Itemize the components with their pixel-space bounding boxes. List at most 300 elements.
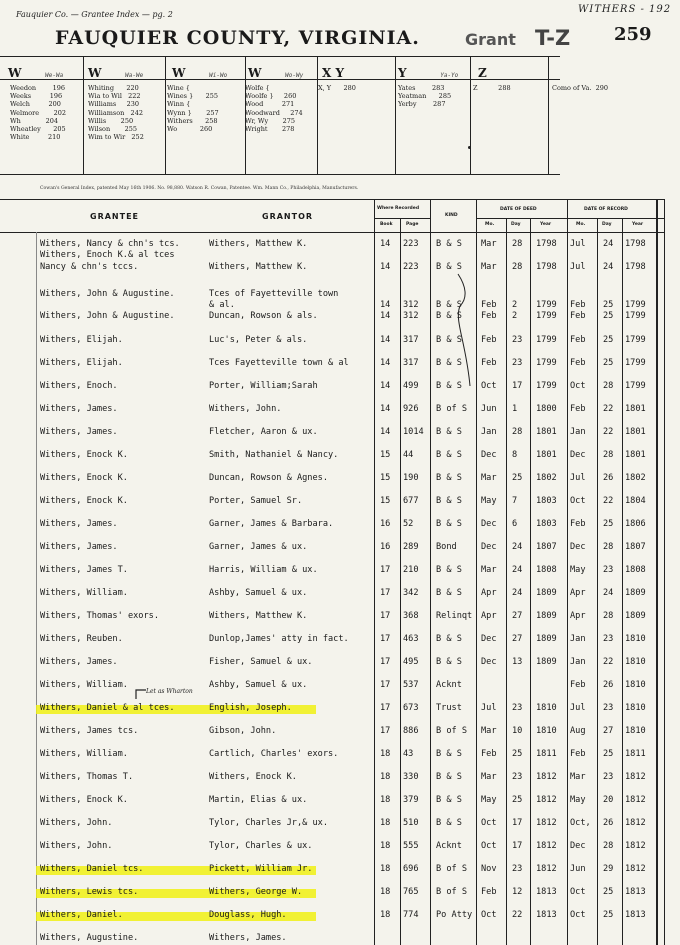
table-row: [0, 611, 680, 634]
cell-deed-day: 25: [512, 795, 523, 805]
cell-grantee: Withers, William.: [40, 588, 128, 598]
index-head-7: Z: [478, 66, 487, 80]
cell-page: 312: [403, 300, 419, 310]
cell-book: 17: [380, 657, 391, 667]
cell-record-day: 28: [603, 381, 614, 391]
cell-deed-month: Mar: [481, 473, 497, 483]
cell-grantor: Garner, James & Barbara.: [209, 519, 334, 529]
county-title: FAUQUIER COUNTY, VIRGINIA.: [55, 27, 420, 49]
index-col-8: Como of Va. 290: [552, 84, 608, 92]
cell-grantor: Martin, Elias & ux.: [209, 795, 308, 805]
cell-record-year: 1798: [625, 239, 646, 249]
cell-record-year: 1798: [625, 262, 646, 272]
cell-grantee: Withers, James.: [40, 542, 118, 552]
index-col-3: Wine { Wines } 255 Winn { Wynn } 257 Withers 258 Wo 260: [167, 84, 219, 134]
cell-record-month: Feb: [570, 404, 586, 414]
cell-kind: B & S: [436, 358, 462, 368]
cell-record-year: 1801: [625, 404, 646, 414]
cell-page: 555: [403, 841, 419, 851]
cell-deed-year: 1801: [536, 450, 557, 460]
cell-record-day: 25: [603, 335, 614, 345]
header-date-of-record: DATE OF RECORD: [584, 207, 628, 212]
cell-record-day: 25: [603, 519, 614, 529]
cell-record-year: 1810: [625, 657, 646, 667]
ink-dot: [468, 146, 471, 149]
cell-kind: Relinqt: [436, 611, 473, 621]
cell-grantor: Ashby, Samuel & ux.: [209, 588, 308, 598]
cell-record-day: 28: [603, 542, 614, 552]
header-deed-mo: Mo.: [485, 222, 495, 227]
cell-deed-day: 28: [512, 427, 523, 437]
table-row: [0, 749, 680, 772]
cell-record-year: 1812: [625, 841, 646, 851]
cell-deed-month: Jan: [481, 427, 497, 437]
cell-page: 210: [403, 565, 419, 575]
cell-record-month: Feb: [570, 335, 586, 345]
cell-record-year: 1808: [625, 565, 646, 575]
cell-page: 43: [403, 749, 414, 759]
cell-page: 368: [403, 611, 419, 621]
header-deed-year: Year: [540, 222, 552, 227]
table-row: [0, 358, 680, 381]
cell-record-year: 1810: [625, 634, 646, 644]
cell-grantee: Withers, James.: [40, 519, 118, 529]
cell-grantor: Tces Fayetteville town & al: [209, 358, 349, 368]
cell-deed-day: 23: [512, 864, 523, 874]
table-row: [0, 772, 680, 795]
cell-record-day: 26: [603, 680, 614, 690]
cell-grantee: Withers, Enoch K.& al tces: [40, 250, 175, 260]
cell-kind: B & S: [436, 473, 462, 483]
cell-book: 14: [380, 262, 391, 272]
cell-grantee: Withers, Thomas T.: [40, 772, 134, 782]
index-col-1: Weedon 196 Weeks 196 Welch 200 Welmore 202 Wh 204 Wheatley 205 White 210: [10, 84, 66, 142]
cell-record-day: 29: [603, 864, 614, 874]
cell-deed-day: 7: [512, 496, 518, 506]
cell-deed-month: May: [481, 496, 497, 506]
cell-kind: B & S: [436, 795, 462, 805]
cell-record-year: 1802: [625, 473, 646, 483]
cell-record-year: 1812: [625, 818, 646, 828]
table-row: [0, 311, 680, 334]
cell-grantee: Withers, Enock K.: [40, 473, 128, 483]
cell-grantor: Fisher, Samuel & ux.: [209, 657, 313, 667]
cell-deed-month: Feb: [481, 887, 497, 897]
cell-book: 17: [380, 634, 391, 644]
cell-grantor: Tylor, Charles & ux.: [209, 841, 313, 851]
cell-page: 190: [403, 473, 419, 483]
cell-page: 379: [403, 795, 419, 805]
cell-deed-month: Mar: [481, 262, 497, 272]
header-record-year: Year: [632, 222, 644, 227]
cell-kind: B of S: [436, 887, 468, 897]
cell-record-year: 1813: [625, 887, 646, 897]
cell-record-year: 1810: [625, 726, 646, 736]
cell-record-year: 1799: [625, 358, 646, 368]
cell-kind: B of S: [436, 864, 468, 874]
cell-deed-day: 17: [512, 818, 523, 828]
cell-grantor: Smith, Nathaniel & Nancy.: [209, 450, 339, 460]
cell-grantor: Duncan, Rowson & Agnes.: [209, 473, 328, 483]
cell-deed-day: 17: [512, 381, 523, 391]
cell-record-year: 1812: [625, 772, 646, 782]
cell-record-day: 28: [603, 611, 614, 621]
cell-record-day: 28: [603, 841, 614, 851]
bracket-mark: [134, 688, 148, 700]
cell-record-year: 1812: [625, 864, 646, 874]
cell-deed-month: Oct: [481, 910, 497, 920]
cell-grantee: Withers, James tcs.: [40, 726, 139, 736]
index-head-5: X Y: [322, 66, 345, 80]
cell-book: 14: [380, 358, 391, 368]
cell-page: 499: [403, 381, 419, 391]
cell-kind: B & S: [436, 588, 462, 598]
top-handwritten-note: Fauquier Co. — Grantee Index — pg. 2: [16, 10, 173, 19]
cell-book: 18: [380, 818, 391, 828]
table-row: [0, 519, 680, 542]
cell-deed-day: 28: [512, 239, 523, 249]
cell-record-month: Oct: [570, 910, 586, 920]
cell-deed-month: Feb: [481, 335, 497, 345]
cell-grantee: Withers, John.: [40, 841, 113, 851]
cell-grantee: Withers, John & Augustine.: [40, 311, 175, 321]
header-record-mo: Mo.: [576, 222, 586, 227]
cell-page: 926: [403, 404, 419, 414]
cell-record-month: Jul: [570, 473, 586, 483]
cell-grantor: Withers, Matthew K.: [209, 239, 308, 249]
cell-page: 677: [403, 496, 419, 506]
patent-line: Cowan's General Index, patented May 16th 1906. No. 98,880. Watson R. Cowan, Patentee. Wm. Mann Co., Philadelphia, Manufacturers.: [40, 186, 359, 191]
cell-book: 18: [380, 910, 391, 920]
table-row: [0, 841, 680, 864]
cell-record-day: 25: [603, 358, 614, 368]
cell-record-month: Feb: [570, 300, 586, 310]
header-deed-day: Day: [511, 222, 521, 227]
cell-deed-year: 1799: [536, 381, 557, 391]
header-book: Book: [380, 222, 393, 227]
cell-kind: B & S: [436, 335, 462, 345]
cell-record-day: 26: [603, 818, 614, 828]
index-col-4: Wolfe { Woolfe } 260 Wood 271 Woodward 274 Wr, Wy 275 Wright 278: [245, 84, 303, 134]
cell-record-month: Oct,: [570, 818, 591, 828]
cell-deed-year: 1798: [536, 262, 557, 272]
cell-deed-year: 1811: [536, 749, 557, 759]
cell-deed-month: Feb: [481, 300, 497, 310]
index-col-2: Whiting 220 Wia to Wil 222 Williams 230 Williamson 242 Willis 250 Wilson 255 Wim to Wir 252: [88, 84, 144, 142]
cell-record-day: 23: [603, 703, 614, 713]
cell-deed-day: 23: [512, 335, 523, 345]
cell-deed-month: Mar: [481, 772, 497, 782]
cell-book: 17: [380, 703, 391, 713]
index-head-3: W Wi-Wo: [172, 66, 228, 80]
cell-record-month: Mar: [570, 772, 586, 782]
cell-deed-day: 24: [512, 588, 523, 598]
cell-deed-day: 12: [512, 887, 523, 897]
cell-deed-year: 1799: [536, 311, 557, 321]
cell-record-month: Feb: [570, 749, 586, 759]
index-col-7: Z 288: [473, 84, 511, 92]
cell-deed-year: 1812: [536, 818, 557, 828]
cell-book: 17: [380, 680, 391, 690]
cell-kind: B & S: [436, 262, 462, 272]
page-number: 259: [614, 24, 652, 45]
cell-grantee: Withers, Daniel & al tces.: [40, 703, 175, 713]
cell-page: 696: [403, 864, 419, 874]
table-row: [0, 864, 680, 887]
cell-record-month: Jan: [570, 657, 586, 667]
cell-page: 317: [403, 335, 419, 345]
cell-book: 16: [380, 519, 391, 529]
cell-grantor: Porter, William;Sarah: [209, 381, 318, 391]
cell-deed-day: 8: [512, 450, 518, 460]
cell-page: 495: [403, 657, 419, 667]
cell-grantee: Withers, Thomas' exors.: [40, 611, 159, 621]
cell-book: 14: [380, 300, 391, 310]
cell-grantee: Withers, Enock K.: [40, 795, 128, 805]
cell-page: 342: [403, 588, 419, 598]
cell-record-day: 25: [603, 910, 614, 920]
cell-deed-year: 1810: [536, 703, 557, 713]
cell-grantee: Withers, Reuben.: [40, 634, 123, 644]
cell-kind: B & S: [436, 634, 462, 644]
cell-deed-day: 2: [512, 311, 518, 321]
cell-kind: B & S: [436, 239, 462, 249]
cell-book: 17: [380, 726, 391, 736]
cell-grantee: Withers, James.: [40, 657, 118, 667]
cell-record-day: 27: [603, 726, 614, 736]
cell-record-day: 23: [603, 565, 614, 575]
cell-grantee: Withers, Elijah.: [40, 358, 123, 368]
cell-deed-year: 1812: [536, 772, 557, 782]
cell-record-day: 22: [603, 404, 614, 414]
cell-deed-year: 1799: [536, 358, 557, 368]
grant-label: Grant: [465, 30, 516, 49]
cell-grantee: Withers, Enoch.: [40, 381, 118, 391]
cell-record-month: Dec: [570, 841, 586, 851]
cell-record-month: Oct: [570, 381, 586, 391]
cell-record-month: Jun: [570, 864, 586, 874]
table-row: [0, 381, 680, 404]
cell-record-month: May: [570, 795, 586, 805]
cell-deed-month: May: [481, 795, 497, 805]
cell-deed-month: Feb: [481, 749, 497, 759]
cell-book: 15: [380, 496, 391, 506]
cell-kind: B & S: [436, 450, 462, 460]
cell-record-day: 24: [603, 588, 614, 598]
cell-deed-year: 1813: [536, 887, 557, 897]
cell-page: 52: [403, 519, 414, 529]
table-row: [0, 450, 680, 473]
cell-book: 15: [380, 450, 391, 460]
cell-deed-day: 23: [512, 358, 523, 368]
cell-grantor: Duncan, Rowson & als.: [209, 311, 318, 321]
cell-record-day: 24: [603, 239, 614, 249]
table-row: [0, 657, 680, 680]
cell-grantee: Withers, John & Augustine.: [40, 289, 175, 299]
header-page: Page: [406, 222, 419, 227]
cell-book: 18: [380, 749, 391, 759]
cell-kind: B & S: [436, 300, 462, 310]
cell-grantor: Pickett, William Jr.: [209, 864, 313, 874]
cell-record-day: 22: [603, 657, 614, 667]
cell-record-year: 1804: [625, 496, 646, 506]
cell-kind: Po Atty: [436, 910, 473, 920]
cell-kind: B & S: [436, 565, 462, 575]
cell-record-month: Jul: [570, 239, 586, 249]
cell-record-day: 22: [603, 496, 614, 506]
cell-book: 17: [380, 611, 391, 621]
cell-deed-year: 1803: [536, 496, 557, 506]
table-row: [0, 910, 680, 933]
cell-deed-month: Mar: [481, 239, 497, 249]
cell-record-month: Dec: [570, 450, 586, 460]
cell-record-year: 1809: [625, 611, 646, 621]
cell-record-year: 1801: [625, 427, 646, 437]
table-row: [0, 795, 680, 818]
cell-book: 14: [380, 381, 391, 391]
cell-deed-month: Dec: [481, 634, 497, 644]
cell-book: 17: [380, 565, 391, 575]
cell-grantee: Withers, Daniel tcs.: [40, 864, 144, 874]
cell-grantee: Withers, William.: [40, 680, 128, 690]
cell-page: 44: [403, 450, 414, 460]
cell-record-month: Feb: [570, 519, 586, 529]
cell-record-day: 23: [603, 772, 614, 782]
index-col-6: Yates 283 Yeatman 285 Yerby 287: [398, 84, 452, 109]
index-head-6: Y Ya-Yo: [398, 66, 459, 80]
cell-grantor: Gibson, John.: [209, 726, 277, 736]
cell-record-month: Aug: [570, 726, 586, 736]
cell-deed-day: 13: [512, 657, 523, 667]
cell-grantor: Cartlich, Charles' exors.: [209, 749, 339, 759]
cell-kind: B & S: [436, 519, 462, 529]
cell-kind: B & S: [436, 381, 462, 391]
cell-grantor: Withers, Enock K.: [209, 772, 297, 782]
cell-grantee: Withers, Enock K.: [40, 496, 128, 506]
cell-record-day: 23: [603, 634, 614, 644]
cell-deed-month: Nov: [481, 864, 497, 874]
cell-deed-month: Jun: [481, 404, 497, 414]
cell-grantor: Withers, George W.: [209, 887, 303, 897]
cell-deed-year: 1812: [536, 795, 557, 805]
cell-record-month: Jan: [570, 427, 586, 437]
cell-deed-day: 24: [512, 565, 523, 575]
cell-deed-month: Oct: [481, 841, 497, 851]
cell-grantee: Withers, James.: [40, 404, 118, 414]
table-row: [0, 726, 680, 749]
cell-grantor: Withers, Matthew K.: [209, 611, 308, 621]
cell-record-year: 1801: [625, 450, 646, 460]
cell-grantor: Ashby, Samuel & ux.: [209, 680, 308, 690]
cell-page: 537: [403, 680, 419, 690]
cell-deed-month: Jul: [481, 703, 497, 713]
cell-deed-day: 23: [512, 772, 523, 782]
table-row: [0, 818, 680, 841]
cell-page: 774: [403, 910, 419, 920]
cell-book: 18: [380, 887, 391, 897]
cell-record-year: 1806: [625, 519, 646, 529]
cell-deed-year: 1798: [536, 239, 557, 249]
cell-record-month: Feb: [570, 358, 586, 368]
cell-book: 14: [380, 311, 391, 321]
cell-record-day: 25: [603, 311, 614, 321]
cell-deed-month: Feb: [481, 358, 497, 368]
cell-kind: B & S: [436, 657, 462, 667]
range-label: T-Z: [535, 26, 571, 50]
table-row: [0, 427, 680, 450]
table-row: [0, 496, 680, 519]
table-row: [0, 680, 680, 703]
cell-deed-day: 27: [512, 611, 523, 621]
cell-grantor: Garner, James & ux.: [209, 542, 308, 552]
cell-deed-day: 25: [512, 473, 523, 483]
cell-record-year: 1799: [625, 311, 646, 321]
cell-deed-year: 1802: [536, 473, 557, 483]
cell-grantor: Withers, John.: [209, 404, 282, 414]
cell-grantor: Harris, William & ux.: [209, 565, 318, 575]
cell-page: 765: [403, 887, 419, 897]
cell-kind: B & S: [436, 311, 462, 321]
table-row: [0, 473, 680, 496]
cell-book: 15: [380, 473, 391, 483]
cell-book: 16: [380, 542, 391, 552]
cell-deed-year: 1808: [536, 565, 557, 575]
cell-deed-year: 1800: [536, 404, 557, 414]
cell-kind: Acknt: [436, 680, 462, 690]
cell-record-month: Jul: [570, 262, 586, 272]
cell-deed-month: Oct: [481, 818, 497, 828]
cell-record-month: Oct: [570, 496, 586, 506]
cell-page: 1014: [403, 427, 424, 437]
table-row: [0, 262, 680, 285]
cell-grantor: Fletcher, Aaron & ux.: [209, 427, 318, 437]
cell-deed-year: 1809: [536, 634, 557, 644]
cell-deed-year: 1809: [536, 588, 557, 598]
cell-deed-month: Oct: [481, 381, 497, 391]
cell-grantor: Dunlop,James' atty in fact.: [209, 634, 349, 644]
cell-record-month: Jul: [570, 703, 586, 713]
cell-deed-year: 1812: [536, 841, 557, 851]
cell-record-month: Oct: [570, 887, 586, 897]
cell-deed-year: 1810: [536, 726, 557, 736]
cell-grantor: Tces of Fayetteville town: [209, 289, 339, 299]
cell-book: 14: [380, 404, 391, 414]
cell-grantee: Withers, Elijah.: [40, 335, 123, 345]
cell-record-day: 25: [603, 749, 614, 759]
cell-book: 14: [380, 427, 391, 437]
cell-deed-year: 1801: [536, 427, 557, 437]
cell-page: 463: [403, 634, 419, 644]
table-row: [0, 703, 680, 726]
cell-deed-year: 1799: [536, 335, 557, 345]
cell-page: 312: [403, 311, 419, 321]
cell-record-month: Apr: [570, 611, 586, 621]
cell-kind: B & S: [436, 496, 462, 506]
cell-deed-year: 1807: [536, 542, 557, 552]
table-row: [0, 887, 680, 910]
cell-grantee: Withers, Nancy & chn's tcs.: [40, 239, 180, 249]
cell-deed-day: 2: [512, 300, 518, 310]
cell-book: 18: [380, 841, 391, 851]
cell-deed-month: Apr: [481, 611, 497, 621]
cell-deed-day: 25: [512, 749, 523, 759]
cell-kind: Bond: [436, 542, 457, 552]
cell-deed-day: 24: [512, 542, 523, 552]
cell-grantor: Porter, Samuel Sr.: [209, 496, 303, 506]
cell-grantee: Withers, James T.: [40, 565, 128, 575]
cell-book: 18: [380, 864, 391, 874]
header-grantee: GRANTEE: [90, 212, 139, 221]
